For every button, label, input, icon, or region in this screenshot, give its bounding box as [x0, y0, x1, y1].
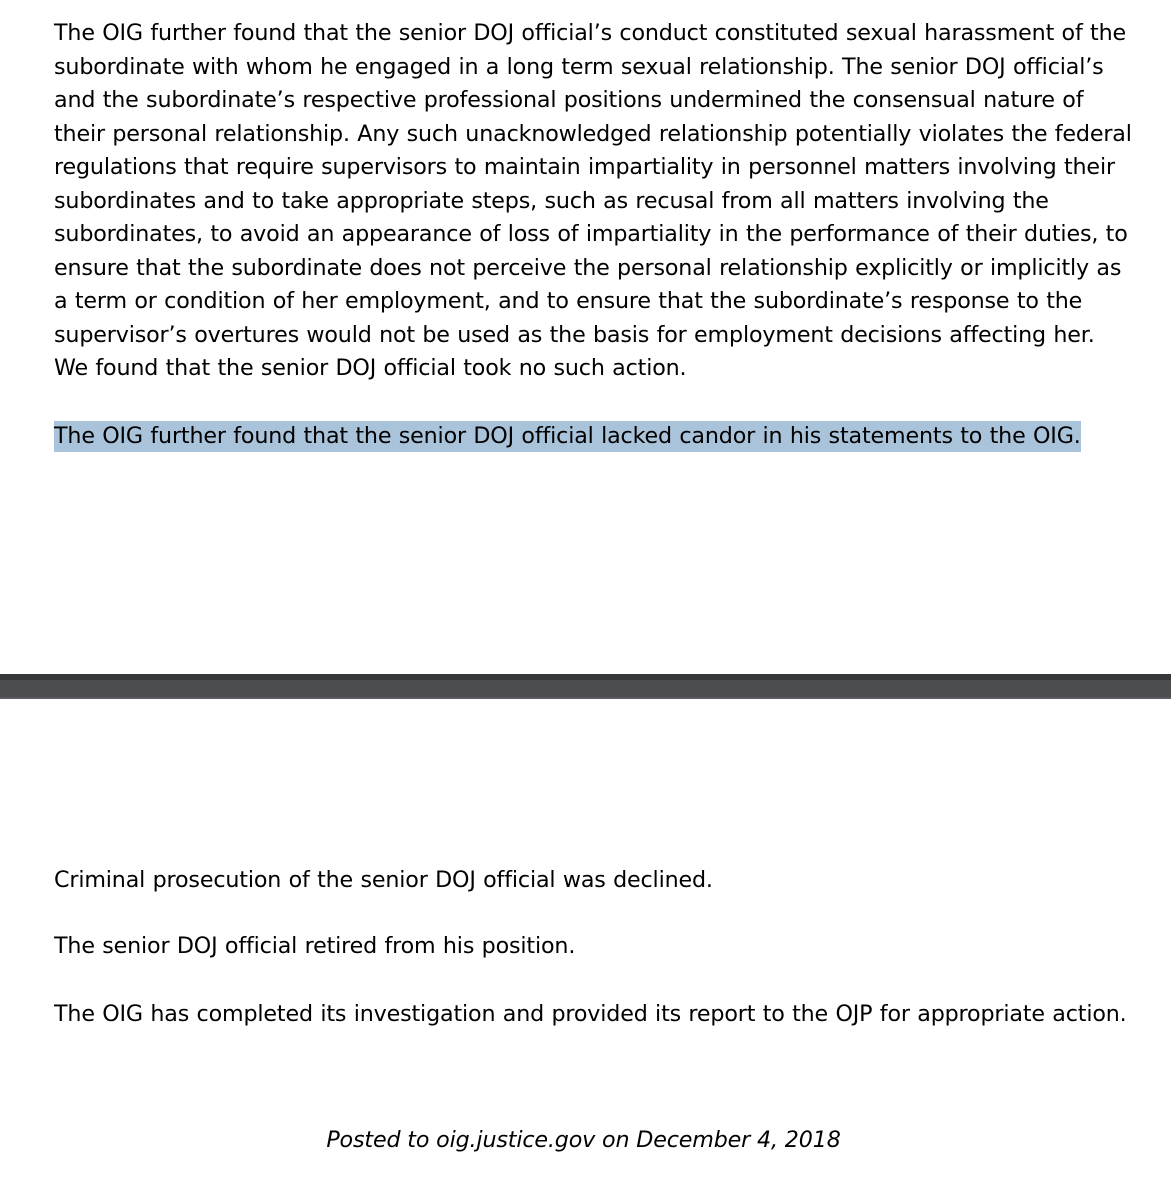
page-break-divider — [0, 674, 1171, 699]
selected-text-highlight[interactable]: The OIG further found that the senior DOJ official lacked candor in his statements to the OIG. — [54, 421, 1081, 452]
paragraph-lack-of-candor[interactable] — [54, 420, 1134, 454]
posted-date-footer: Posted to oig.justice.gov on December 4, 2018 — [326, 1127, 841, 1153]
paragraph-investigation-completed: The OIG has completed its investigation and provided its report to the OJP for appropriate action. — [54, 1001, 1127, 1027]
paragraph-sexual-harassment-finding: The OIG further found that the senior DOJ official’s conduct constituted sexual harassment of the subordinate with whom he engaged in a long term sexual relationship. The senior DOJ official’s and the subordinate’s respective professional positions undermined the consensual nature of their personal relationship. Any such unacknowledged relationship potentially violates the federal regulations that require supervisors to maintain impartiality in personnel matters involving their subordinates and to take appropriate steps, such as recusal from all matters involving the subordinates, to avoid an appearance of loss of impartiality in the performance of their duties, to ensure that the subordinate does not perceive the personal relationship explicitly or implicitly as a term or condition of her employment, and to ensure that the subordinate’s response to the supervisor’s overtures would not be used as the basis for employment decisions affecting her. We found that the senior DOJ official took no such action. — [54, 20, 1132, 381]
paragraph-official-retired: The senior DOJ official retired from his position. — [54, 933, 576, 959]
paragraph-prosecution-declined: Criminal prosecution of the senior DOJ official was declined. — [54, 867, 713, 893]
